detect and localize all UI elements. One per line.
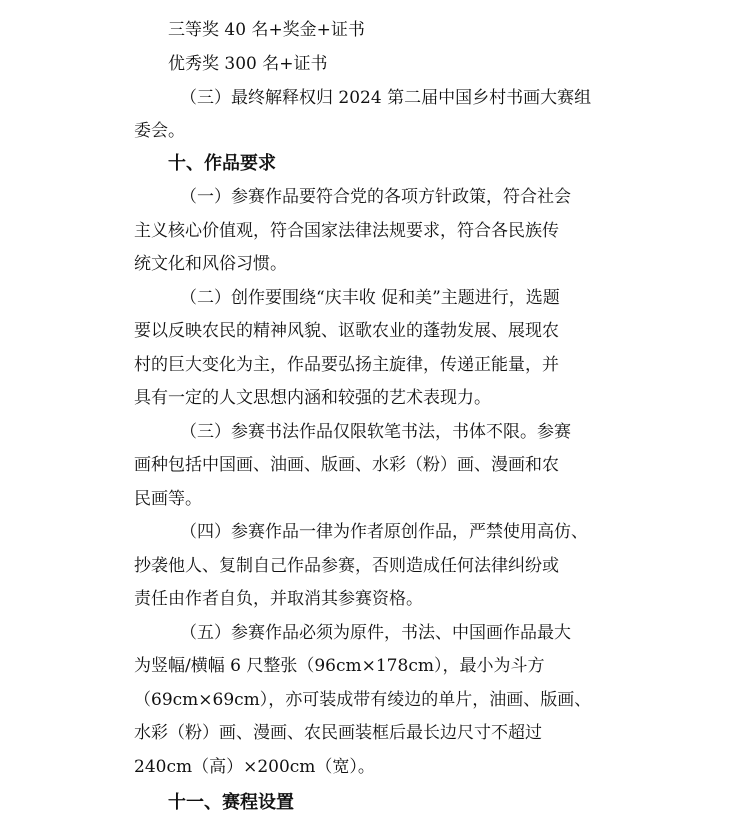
- paragraph-line: （三）最终解释权归 2024 第二届中国乡村书画大赛组: [180, 88, 592, 108]
- award-excellence-line: 优秀奖 300 名+证书: [168, 54, 328, 74]
- paragraph-line: 具有一定的人文思想内涵和较强的艺术表现力。: [134, 388, 491, 408]
- paragraph-line: （三）参赛书法作品仅限软笔书法，书体不限。参赛: [180, 422, 571, 442]
- paragraph-line: 为竖幅/横幅 6 尺整张（96cm×178cm），最小为斗方: [134, 656, 545, 676]
- paragraph-line: 责任由作者自负，并取消其参赛资格。: [134, 589, 423, 609]
- paragraph-line: 要以反映农民的精神风貌、讴歌农业的蓬勃发展、展现农: [134, 321, 559, 341]
- paragraph-line: 统文化和风俗习惯。: [134, 254, 287, 274]
- paragraph-line: 村的巨大变化为主，作品要弘扬主旋律，传递正能量，并: [134, 355, 559, 375]
- section-heading: 十、作品要求: [168, 153, 276, 174]
- paragraph-line: 画种包括中国画、油画、版画、水彩（粉）画、漫画和农: [134, 455, 559, 475]
- paragraph-line: 委会。: [134, 121, 185, 141]
- paragraph-line: 主义核心价值观，符合国家法律法规要求，符合各民族传: [134, 221, 559, 241]
- paragraph-line: （四）参赛作品一律为作者原创作品，严禁使用高仿、: [180, 522, 588, 542]
- paragraph-line: 民画等。: [134, 489, 202, 509]
- paragraph-line: （五）参赛作品必须为原件，书法、中国画作品最大: [180, 623, 571, 643]
- paragraph-line: 水彩（粉）画、漫画、农民画装框后最长边尺寸不超过: [134, 723, 542, 743]
- award-third-line: 三等奖 40 名+奖金+证书: [168, 20, 365, 40]
- section-heading: 十一、赛程设置: [168, 792, 294, 813]
- paragraph-line: （69cm×69cm），亦可装成带有绫边的单片，油画、版画、: [134, 690, 592, 710]
- paragraph-line: （一）参赛作品要符合党的各项方针政策，符合社会: [180, 187, 571, 207]
- paragraph-line: （二）创作要围绕“庆丰收 促和美”主题进行，选题: [180, 288, 560, 308]
- paragraph-line: 240cm（高）×200cm（宽）。: [134, 757, 375, 777]
- paragraph-line: 抄袭他人、复制自己作品参赛，否则造成任何法律纠纷或: [134, 556, 559, 576]
